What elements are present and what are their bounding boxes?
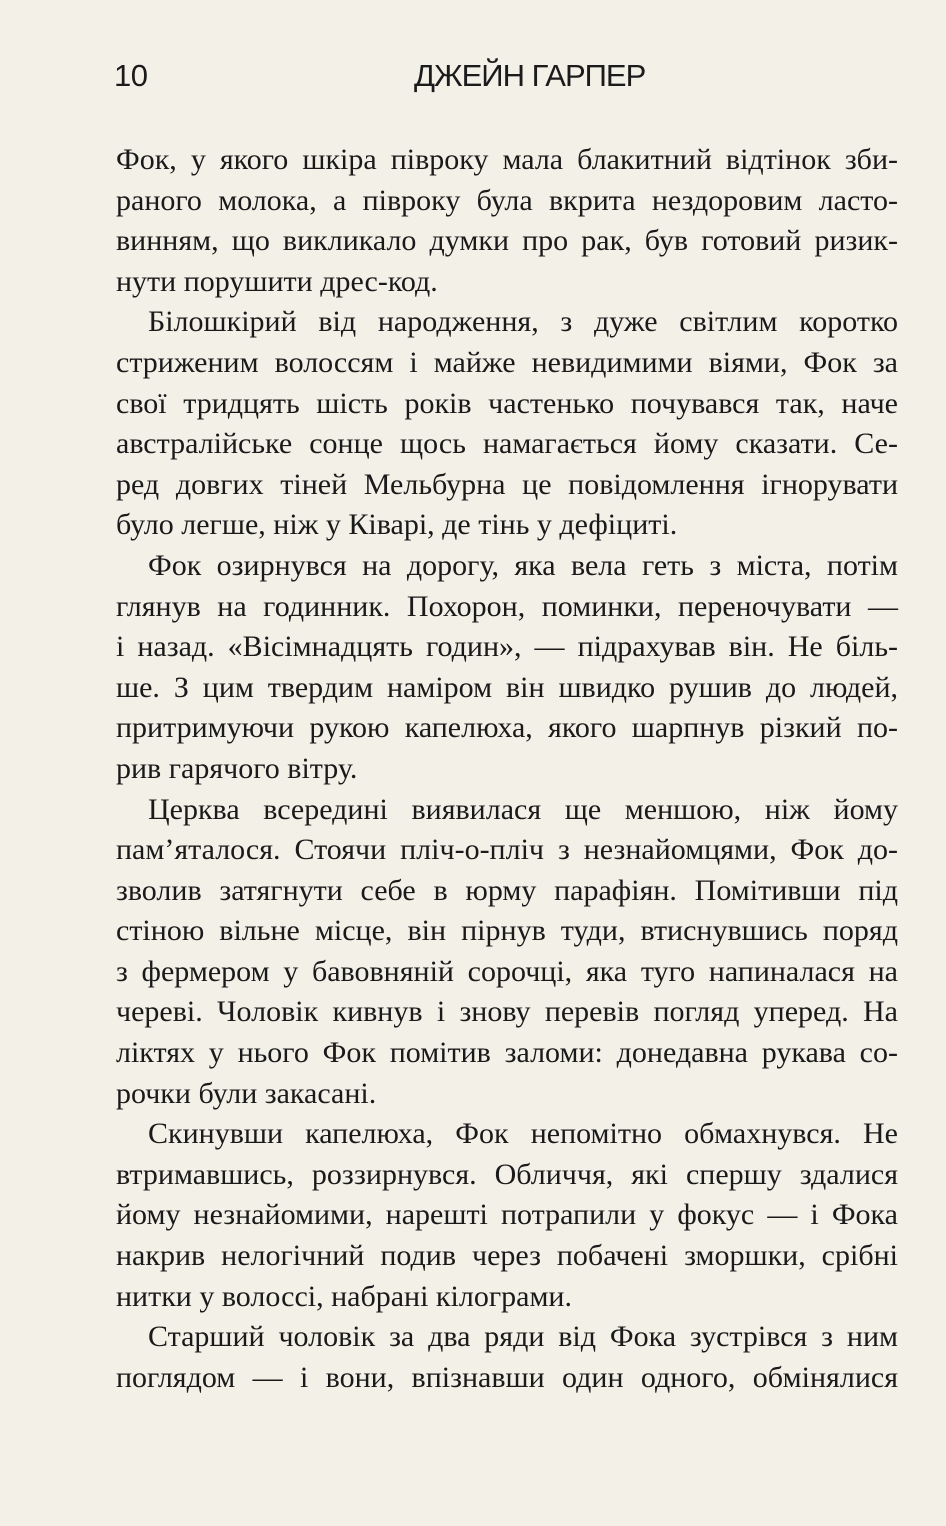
text-line: австралійське сонце щось намагається йому сказати. Се- — [116, 427, 898, 461]
body-text — [116, 140, 898, 1398]
paragraph — [116, 1317, 898, 1398]
text-line: Старший чоловік за два ряди від Фока зустрівся з ним — [148, 1320, 898, 1354]
text-line: зволив затягнути себе в юрму парафіян. Помітивши під — [116, 873, 898, 907]
running-head: ДЖЕЙН ГАРПЕР — [414, 58, 646, 93]
page-header — [114, 58, 914, 106]
paragraph — [116, 1114, 898, 1317]
paragraph — [116, 790, 898, 1115]
text-line: втримавшись, роззирнувся. Обличчя, які спершу здалися — [116, 1157, 898, 1191]
text-line: рочки були закасані. — [116, 1076, 377, 1110]
text-line: йому незнайомими, нарешті потрапили у фокус — і Фока — [116, 1198, 898, 1232]
text-line: глянув на годинник. Похорон, поминки, переночувати — — [116, 589, 898, 623]
text-line: череві. Чоловік кивнув і знову перевів погляд уперед. На — [116, 995, 898, 1029]
text-line: ше. З цим твердим наміром він швидко рушив до людей, — [116, 670, 898, 704]
text-line: було легше, ніж у Ківарі, де тінь у дефіциті. — [116, 508, 678, 542]
paragraph — [116, 302, 898, 546]
text-line: винням, що викликало думки про рак, був готовий ризик- — [116, 224, 898, 258]
page-number: 10 — [114, 58, 148, 93]
text-line: Фок озирнувся на дорогу, яка вела геть з міста, потім — [148, 548, 898, 582]
text-line: Білошкірий від народження, з дуже світлим коротко — [148, 305, 898, 339]
text-line: і назад. «Вісімнадцять годин», — підрахував він. Не біль- — [116, 630, 898, 664]
text-line: з фермером у бавовняній сорочці, яка туго напиналася на — [116, 954, 898, 988]
text-line: Скинувши капелюха, Фок непомітно обмахнувся. Не — [148, 1117, 898, 1151]
text-line: ліктях у нього Фок помітив заломи: донедавна рукава со- — [116, 1036, 898, 1070]
text-line: стіною вільне місце, він пірнув туди, втиснувшись поряд — [116, 914, 898, 948]
text-line: ред довгих тіней Мельбурна це повідомлення ігнорувати — [116, 467, 898, 501]
paragraph — [116, 140, 898, 302]
text-line: нути порушити дрес-код. — [116, 264, 438, 298]
text-line: нитки у волоссі, набрані кілограми. — [116, 1279, 572, 1313]
text-line: поглядом — і вони, впізнавши один одного, обмінялися — [116, 1360, 898, 1394]
text-line: Фок, у якого шкіра півроку мала блакитний відтінок зби- — [116, 143, 898, 176]
text-line: накрив нелогічний подив через побачені зморшки, срібні — [116, 1239, 898, 1273]
text-line: пам’яталося. Стоячи пліч-о-пліч з незнайомцями, Фок до- — [116, 833, 898, 867]
text-line: раного молока, а півроку була вкрита нездоровим ласто- — [116, 183, 898, 217]
paragraph — [116, 546, 898, 790]
text-line: рив гарячого вітру. — [116, 751, 358, 785]
text-line: стриженим волоссям і майже невидимими віями, Фок за — [116, 345, 898, 379]
text-line: притримуючи рукою капелюха, якого шарпнув різкий по- — [116, 711, 898, 745]
text-line: Церква всередині виявилася ще меншою, ніж йому — [148, 792, 898, 826]
text-line: свої тридцять шість років частенько почувався так, наче — [116, 386, 898, 420]
